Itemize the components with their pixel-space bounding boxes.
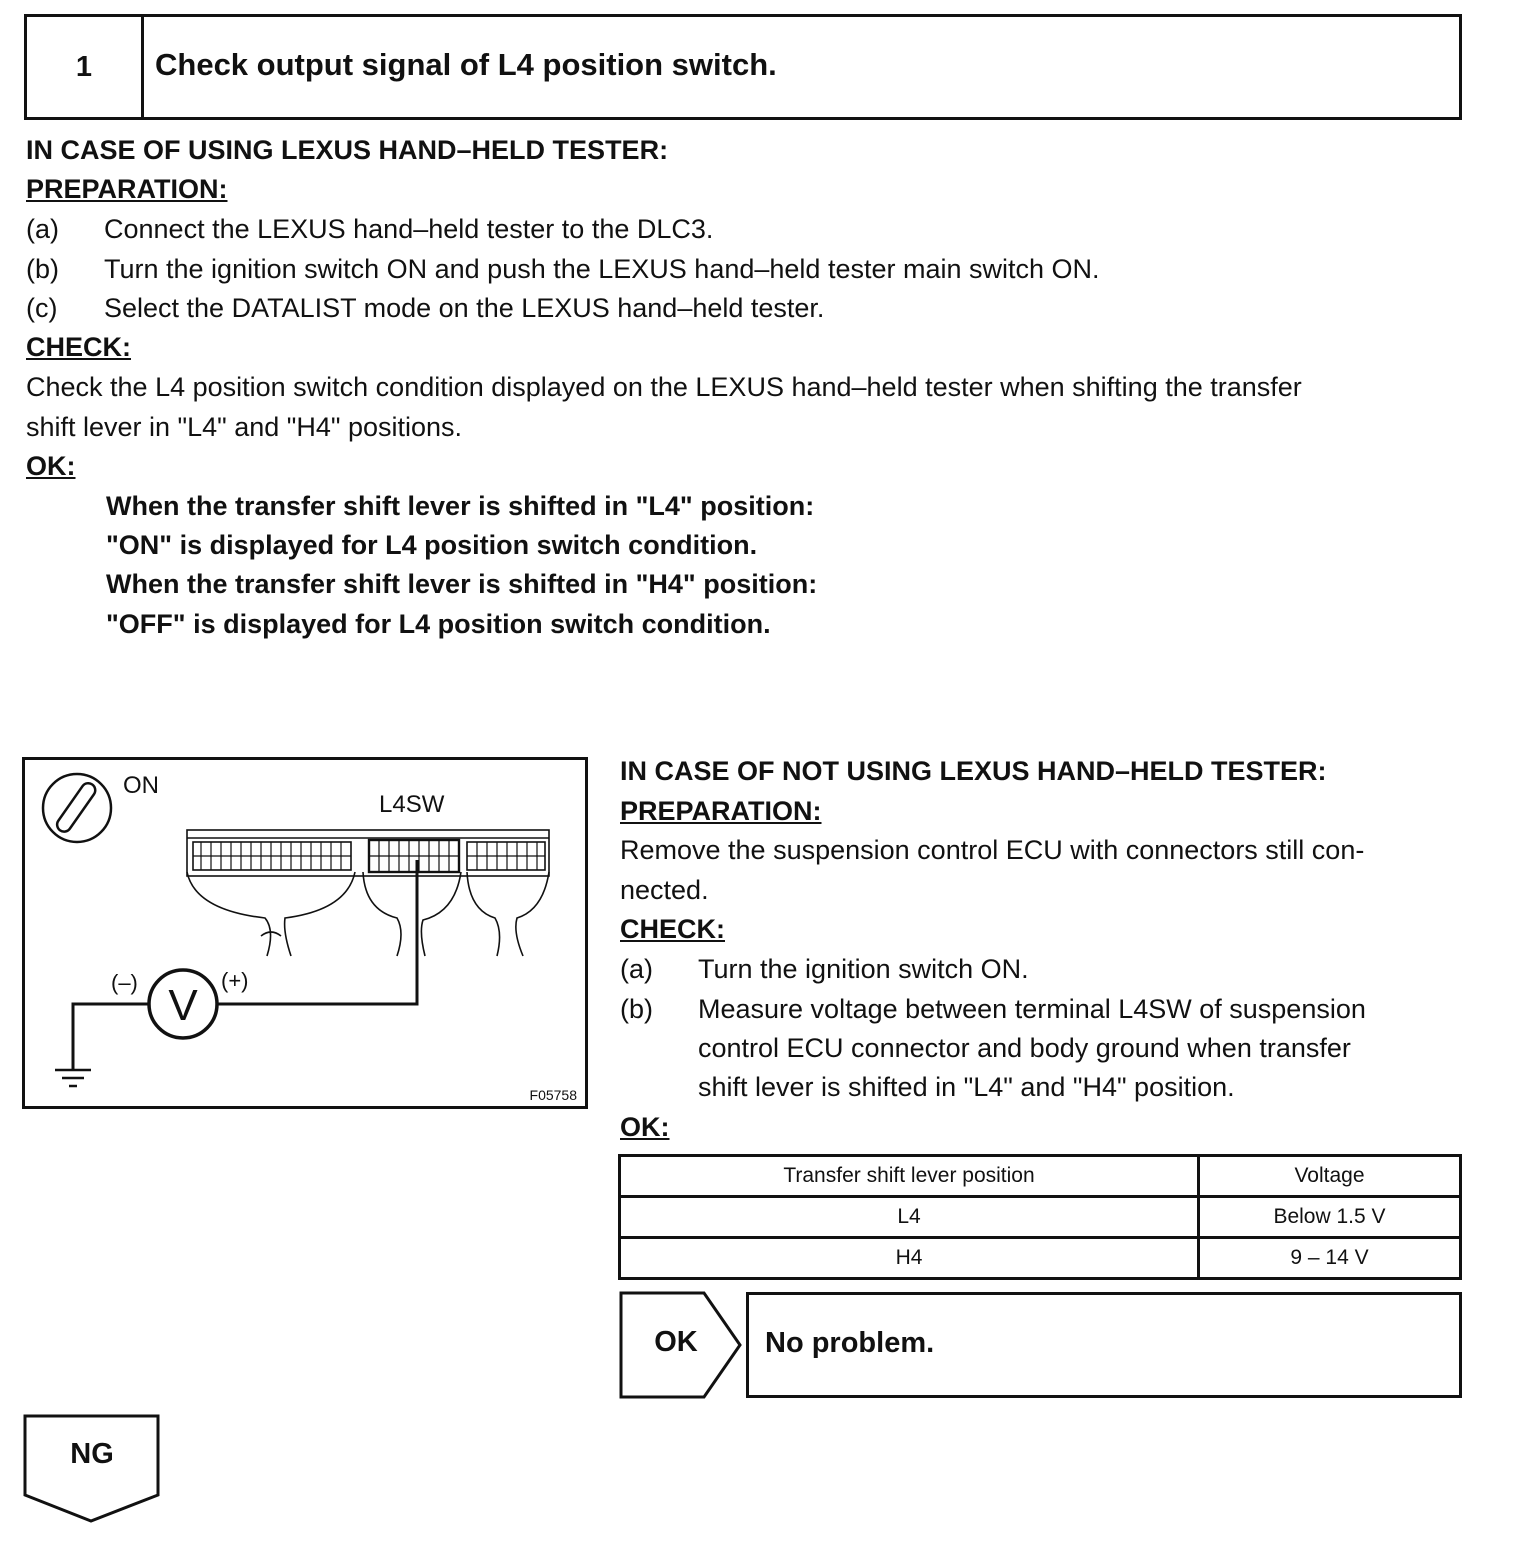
table-row xyxy=(620,1197,1461,1238)
table-cell: L4 xyxy=(620,1197,1199,1238)
step-header xyxy=(24,14,1462,120)
step-text: Turn the ignition switch ON. xyxy=(698,954,1029,984)
positive-label: (+) xyxy=(221,968,249,993)
wiring-diagram-drawing xyxy=(25,760,585,1106)
negative-probe-wire xyxy=(73,1004,149,1070)
section2-step-b-line1: Measure voltage between terminal L4SW of suspension xyxy=(698,994,1366,1024)
ignition-key-icon xyxy=(43,774,111,842)
section1-preparation-label: PREPARATION: xyxy=(26,174,228,204)
step-title: Check output signal of L4 position switch. xyxy=(155,47,777,82)
ok-voltage-table xyxy=(618,1154,1462,1280)
table-header-row xyxy=(620,1156,1461,1197)
ok-line: When the transfer shift lever is shifted in "L4" position: xyxy=(106,491,815,521)
table-row xyxy=(620,1238,1461,1279)
section2-ok-label: OK: xyxy=(620,1112,670,1142)
section2-preparation-label: PREPARATION: xyxy=(620,796,822,826)
terminal-label: L4SW xyxy=(379,791,445,818)
section2-step-b-line3: shift lever is shifted in "L4" and "H4" position. xyxy=(698,1072,1235,1102)
step-number: 1 xyxy=(27,17,144,117)
ignition-label: ON xyxy=(123,772,159,799)
figure-code: F05758 xyxy=(529,1087,577,1103)
section2-heading: IN CASE OF NOT USING LEXUS HAND–HELD TESTER: xyxy=(620,756,1327,786)
ok-line: "OFF" is displayed for L4 position switch condition. xyxy=(106,609,771,639)
ok-result-box xyxy=(746,1292,1462,1398)
section1-step-b xyxy=(26,250,1100,289)
ok-result-text: No problem. xyxy=(765,1327,935,1359)
voltmeter-symbol: V xyxy=(168,981,198,1030)
step-label: (a) xyxy=(26,214,59,244)
ecu-connector-icon xyxy=(187,830,549,956)
table-header-cell: Transfer shift lever position xyxy=(620,1156,1199,1197)
section1-check-text-line1: Check the L4 position switch condition displayed on the LEXUS hand–held tester when shifting the transfer xyxy=(26,372,1302,402)
step-text: Turn the ignition switch ON and push the LEXUS hand–held tester main switch ON. xyxy=(104,254,1100,284)
ng-result-label: NG xyxy=(70,1438,114,1470)
section1-heading: IN CASE OF USING LEXUS HAND–HELD TESTER: xyxy=(26,135,669,165)
table-cell: 9 – 14 V xyxy=(1199,1238,1461,1279)
section2-check-label: CHECK: xyxy=(620,914,725,944)
step-text: Connect the LEXUS hand–held tester to the DLC3. xyxy=(104,214,714,244)
section2-preparation-line2: nected. xyxy=(620,875,709,905)
step-label: (b) xyxy=(26,254,59,284)
step-label: (a) xyxy=(620,954,653,984)
step-label: (c) xyxy=(26,293,58,323)
table-cell: Below 1.5 V xyxy=(1199,1197,1461,1238)
section1-step-c xyxy=(26,289,824,328)
section2-step-b-line2: control ECU connector and body ground when transfer xyxy=(698,1033,1351,1063)
ok-result-label: OK xyxy=(654,1326,698,1358)
section2-step-b-label: (b) xyxy=(620,994,653,1024)
ground-icon xyxy=(55,1070,91,1086)
section2-step-a xyxy=(620,950,1029,989)
section1-ok-label: OK: xyxy=(26,451,76,481)
step-text: Select the DATALIST mode on the LEXUS hand–held tester. xyxy=(104,293,825,323)
table-cell: H4 xyxy=(620,1238,1199,1279)
section1-step-a xyxy=(26,210,713,249)
negative-label: (–) xyxy=(111,970,138,995)
section1-check-text-line2: shift lever in "L4" and "H4" positions. xyxy=(26,412,463,442)
table-header-cell: Voltage xyxy=(1199,1156,1461,1197)
ok-line: "ON" is displayed for L4 position switch condition. xyxy=(106,530,758,560)
ok-line: When the transfer shift lever is shifted in "H4" position: xyxy=(106,569,818,599)
section1-check-label: CHECK: xyxy=(26,332,131,362)
section2-preparation-line1: Remove the suspension control ECU with connectors still con- xyxy=(620,835,1365,865)
wiring-diagram xyxy=(22,757,588,1109)
